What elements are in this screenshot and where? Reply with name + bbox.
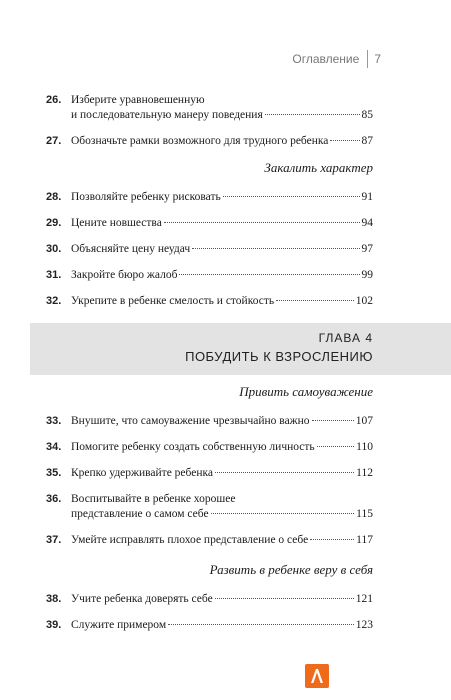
toc-entry-body <box>71 216 373 231</box>
toc-entry-line <box>71 592 373 607</box>
toc-entry-line <box>71 466 373 481</box>
toc-entry-number: 26. <box>46 94 62 106</box>
toc-entry-page: 85 <box>361 109 373 121</box>
toc-entry-body <box>71 492 373 522</box>
toc-entry-title: Изберите уравновешенную <box>71 94 205 106</box>
chapter-label: ГЛАВА 4 <box>318 331 373 345</box>
toc-entry-title: и последовательную манеру поведения <box>71 109 263 121</box>
dot-leader <box>310 539 354 540</box>
dot-leader <box>312 420 354 421</box>
toc-entry-number: 37. <box>46 534 62 546</box>
publisher-logo <box>305 664 329 688</box>
dot-leader <box>192 248 359 249</box>
toc-entry <box>46 440 373 455</box>
toc-entry-body <box>71 134 373 149</box>
toc-entry-line <box>71 414 373 429</box>
toc-entry-number: 38. <box>46 593 62 605</box>
toc-entry-line <box>71 190 373 205</box>
dot-leader <box>215 472 354 473</box>
dot-leader <box>179 274 359 275</box>
toc-entry <box>46 592 373 607</box>
toc-entry-title: Цените новшества <box>71 217 162 229</box>
toc-entry-number: 33. <box>46 415 62 427</box>
toc-entry-title: Крепко удерживайте ребенка <box>71 467 214 479</box>
dot-leader <box>168 624 354 625</box>
dot-leader <box>317 446 355 447</box>
dot-leader <box>276 300 354 301</box>
toc-entry-line <box>71 108 373 123</box>
toc-entry-body <box>71 618 373 633</box>
toc-entry <box>46 216 373 231</box>
toc-entry <box>46 242 373 257</box>
toc-entry-body <box>71 93 373 123</box>
toc-entry-title: Позволяйте ребенку рисковать <box>71 191 221 203</box>
toc-entry-number: 39. <box>46 619 62 631</box>
toc-entry-number: 36. <box>46 493 62 505</box>
toc-entry-line <box>71 440 373 455</box>
toc-entry-body <box>71 242 373 257</box>
section-heading-3: Развить в ребенке веру в себя <box>209 562 373 577</box>
logo-mark-icon <box>305 664 329 688</box>
toc-entry-number: 27. <box>46 135 62 147</box>
toc-entry-title: Учите ребенка доверять себе <box>71 593 213 605</box>
dot-leader <box>215 598 354 599</box>
dot-leader <box>223 196 360 197</box>
toc-entry-line <box>71 618 373 633</box>
toc-entry-body <box>71 440 373 455</box>
toc-entry <box>46 268 373 283</box>
toc-entry <box>46 618 373 633</box>
section-heading-1: Закалить характер <box>264 160 373 175</box>
toc-entry-title: Обозначьте рамки возможного для трудного ребенка <box>71 135 329 147</box>
toc-entry-title: Внушите, что самоуважение чрезвычайно важно <box>71 415 310 427</box>
running-head-page: 7 <box>374 52 381 66</box>
toc-entry-page: 102 <box>355 295 373 307</box>
toc-entry-title: Укрепите в ребенке смелость и стойкость <box>71 295 275 307</box>
toc-entry-page: 110 <box>356 441 373 453</box>
toc-entry-number: 30. <box>46 243 62 255</box>
toc-entry-line <box>71 294 373 309</box>
toc-entry-page: 94 <box>361 217 373 229</box>
toc-entry-title: Воспитывайте в ребенке хорошее <box>71 493 236 505</box>
toc-entry-number: 35. <box>46 467 62 479</box>
dot-leader <box>265 114 360 115</box>
section-heading-2: Привить самоуважение <box>239 384 373 399</box>
toc-entry <box>46 93 373 123</box>
running-head <box>292 50 381 68</box>
toc-entry-page: 97 <box>361 243 373 255</box>
toc-entry-page: 115 <box>356 508 373 520</box>
chapter-title: ПОБУДИТЬ К ВЗРОСЛЕНИЮ <box>185 349 373 364</box>
toc-entry <box>46 492 373 522</box>
toc-entry-body <box>71 294 373 309</box>
toc-entry-line <box>71 492 373 507</box>
toc-block-top <box>46 93 373 320</box>
toc-entry-title: представление о самом себе <box>71 508 209 520</box>
dot-leader <box>164 222 360 223</box>
toc-entry-number: 32. <box>46 295 62 307</box>
toc-entry-number: 28. <box>46 191 62 203</box>
running-head-section: Оглавление <box>292 52 360 66</box>
toc-entry-body <box>71 466 373 481</box>
toc-entry <box>46 134 373 149</box>
toc-entry-body <box>71 190 373 205</box>
toc-entry-body <box>71 533 373 548</box>
toc-entry-page: 91 <box>361 191 373 203</box>
running-head-divider <box>367 50 368 68</box>
toc-block-bottom <box>46 384 373 644</box>
toc-entry-body <box>71 268 373 283</box>
toc-group-1 <box>46 93 373 149</box>
toc-entry-page: 87 <box>361 135 373 147</box>
toc-entry-title: Служите примером <box>71 619 167 631</box>
toc-entry-number: 31. <box>46 269 62 281</box>
toc-entry-line <box>71 93 373 108</box>
toc-entry <box>46 414 373 429</box>
toc-entry-title: Закройте бюро жалоб <box>71 269 178 281</box>
toc-entry-title: Объясняйте цену неудач <box>71 243 191 255</box>
toc-entry-title: Умейте исправлять плохое представление о себе <box>71 534 309 546</box>
toc-entry-page: 112 <box>356 467 373 479</box>
toc-entry-number: 34. <box>46 441 62 453</box>
toc-entry <box>46 190 373 205</box>
toc-entry-line <box>71 134 373 149</box>
toc-entry-page: 117 <box>356 534 373 546</box>
toc-entry-number: 29. <box>46 217 62 229</box>
toc-entry-body <box>71 414 373 429</box>
toc-entry-page: 123 <box>355 619 373 631</box>
toc-entry-line <box>71 216 373 231</box>
dot-leader <box>211 513 355 514</box>
dot-leader <box>330 140 359 141</box>
toc-entry-line <box>71 242 373 257</box>
toc-entry-page: 107 <box>355 415 373 427</box>
toc-entry-body <box>71 592 373 607</box>
toc-entry <box>46 466 373 481</box>
toc-entry-page: 99 <box>361 269 373 281</box>
toc-entry-line <box>71 533 373 548</box>
toc-group-3 <box>46 414 373 548</box>
toc-entry <box>46 533 373 548</box>
toc-group-4 <box>46 592 373 633</box>
toc-entry-line <box>71 268 373 283</box>
toc-entry-title: Помогите ребенку создать собственную личность <box>71 441 315 453</box>
toc-entry-line <box>71 507 373 522</box>
chapter-banner <box>30 323 451 375</box>
toc-entry-page: 121 <box>355 593 373 605</box>
toc-group-2 <box>46 190 373 309</box>
toc-entry <box>46 294 373 309</box>
